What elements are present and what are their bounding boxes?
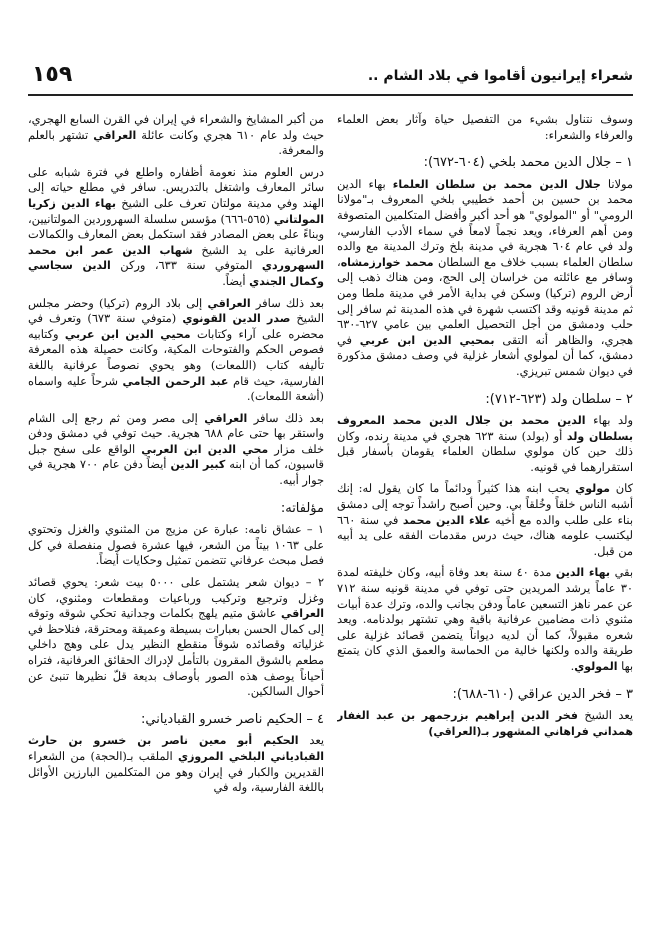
text-run: الملقب بـ(الحجة) من الشعراء القديرين والكبار في إيران وهو من المتكلمين البارزين الأوائل باللغة الفارسية، وله في <box>28 748 324 795</box>
text-run: كان <box>615 481 633 496</box>
work-item: ١ – عشاق نامه: عبارة عن مزيج من المثنوي والغزل وتحتوي على ١٠٦٣ بيتاً من الشعر، فيها عشرة فصول منفصلة في كل فصل مبحث عرفاني تتضمن تمثيل وحكايات أيضاً. <box>28 522 324 568</box>
text-run: بعد ذلك سافر <box>255 295 324 310</box>
text-run: (متوفي سنة ٦٧٣) وتعرف في محضره على آراء وكتابات <box>28 311 324 341</box>
text-run: يعد <box>309 733 324 748</box>
bold-name: عبد الرحمن الجامي <box>122 374 229 388</box>
bold-name: العراقي <box>280 607 324 621</box>
bold-name: مولوي <box>575 482 610 496</box>
work-item <box>28 575 324 700</box>
bold-name: العراقي <box>93 128 137 142</box>
text-run: (٥٦٥-٦٦٦) مؤسس سلسلة السهروردين المولتانيين، وبناءً على بعض المصادر فقد استكمل بعض المعارف والكمالات العرفانية على يد الشيخ <box>28 211 324 257</box>
right-column <box>337 112 633 912</box>
text-run: إلى بلاد الروم (تركيا) وحضر مجلس الشيخ <box>28 295 324 326</box>
text-run: وكتابيه فصوص الحكم والفتوحات المكية، وكانت حصيلة هذه المعرفة تأليفه كتاب (اللمعات) وهو يحوي نصوصاً عرفانية باللغة الفارسية، حيث قام <box>28 326 324 388</box>
paragraph <box>28 296 324 405</box>
text-run: الواقع على سفح جبل قاسيون، كما أن ابنه <box>28 441 324 472</box>
bold-name: بهاء الدين <box>555 566 611 580</box>
running-title: شعراء إيرانيون أقاموا في بلاد الشام .. <box>367 68 633 84</box>
section-heading-jalal-al-din: ١ – جلال الدين محمد بلخي (٦٠٤-٦٧٢): <box>423 155 633 171</box>
bold-name: كبير الدين <box>170 458 226 472</box>
section-heading-nasir-khusraw: ٤ – الحكيم ناصر خسرو القبادياني: <box>141 711 324 727</box>
text-run: أو (بولد) سنة ٦٢٣ هجري في مدينة رنده، وكان ذلك حين كان مولوي سلطان العلماء يقومان بأسفار قبل استقرارهما في قونيه. <box>337 428 633 474</box>
text-run: بعد ذلك سافر <box>253 410 324 425</box>
paragraph <box>28 411 324 489</box>
bold-name: الدين سجاسي وكمال الجندي <box>28 259 324 288</box>
text-run: . <box>570 659 575 673</box>
text-run: إلى مصر ومن ثم رجع إلى الشام واستقر بها حتى عام ٦٨٨ هجرية. حيث توفي في دمشق ودفن خلف مزار <box>28 410 324 456</box>
section-heading-fakhr-al-din-iraqi: ٣ – فخر الدين عراقي (٦١٠-٦٨٨): <box>452 686 633 702</box>
paragraph <box>337 565 633 674</box>
bold-name: محي الدين ابن العربي <box>141 442 269 456</box>
bold-name: بهاء الدين زكريا المولتاني <box>28 196 324 226</box>
works-heading: مؤلفاته: <box>280 500 324 516</box>
text-run: مولانا <box>607 176 633 191</box>
text-run: تشتهر بالعلم والمعرفة. <box>28 127 324 158</box>
text-run: يعد الشيخ <box>584 708 633 723</box>
section-heading-sultan-walad: ٢ – سلطان ولد (٦٢٣-٧١٢): <box>485 391 633 407</box>
bold-name: فخر الدين إبراهيم بزرجمهر بن عبد الغفار همداني فراهاني المشهور بـ(العراقي) <box>337 709 633 738</box>
left-column <box>28 112 324 912</box>
bold-name: الحكيم أبو معين ناصر بن خسرو بن حارث القبادياني البلخي المروزي <box>28 734 324 763</box>
text-run: المتوفي سنة ٦٣٣، وركن <box>120 258 253 273</box>
text-run: ولد بهاء <box>593 413 633 428</box>
paragraph <box>28 165 324 290</box>
bold-name: العراقي <box>204 411 248 425</box>
text-run: ، وسافر مع عائلته من خراسان إلى الحج، ومن هناك ذهب إلى أرض الروم (تركيا) وسكن في بداية الأمر في مدينة ملطا ومن ثم مدينة قونيه وقد اكتسب شهرة في هذه المدينة ثم سافر إلى حلب ودمشق من أجل التحصيل العلمي بين عامي ٦٢٧-٦٣٠ هجري، والظاهر أنه التقى <box>337 254 633 347</box>
paragraph <box>337 481 633 559</box>
text-run: عاشق متيم يلهج بكلمات وجدانية تحكي شوقه وتوقه إلى كمال الحسن بعبارات بسيطة وعميقة ومحترقة، فنلاحظ في غزلياته وقصائده شوقاً منقطع النظير يدل على وهج داخلي مطعم بالشوق المقرون بالتأمل لإدراك الحقائق العرفانية، فتراه أحياناً يوصف هذه الصور بأوصاف بديعة قلّ نظيرها تنبئ عن أحوال السالكين. <box>28 606 324 699</box>
bold-name: جلال الدين محمد بن سلطان العلماء <box>392 177 601 191</box>
text-run: من أكبر المشايخ والشعراء في إيران في القرن السابع الهجري، حيث ولد عام ٦١٠ هجري وكانت عائلة <box>28 112 324 142</box>
text-run: بقي <box>614 565 633 580</box>
paragraph <box>28 733 324 795</box>
text-run: أيضاً. <box>222 273 246 288</box>
bold-name: علاء الدين محمد <box>402 513 491 527</box>
bold-name: صدر الدين القونوي <box>182 312 291 326</box>
intro-paragraph: وسوف نتناول بشيء من التفصيل حياة وآثار بعض العلماء والعرفاء والشعراء: <box>337 112 633 142</box>
bold-name: المولوي <box>574 660 618 673</box>
text-run: في دمشق، كما أن لمولوي أشعار غزلية في وصف دمشق مذكورة في ديوان شمس تبريزي. <box>337 332 633 378</box>
text-run: بهاء الدين محمد بن حسين بن أحمد خطيبي بلخي المعروف بـ"مولانا الرومي" أو "المولوي" هو أحد أكبر وأفضل المتكلمين المتصوفة ومن أهم العرفاء، ويعد نجماً لامعاً في سماء الأدب الفارسي، ولد في عام ٦٠٤ هجرية في مدينة بلخ وترك المدينة مع والده سلطان العلماء بسبب خلاف مع السلطان <box>337 176 633 269</box>
paragraph <box>337 413 633 475</box>
paragraph <box>28 112 324 159</box>
text-run: في سنة ٦٦٠ ليكتسب علومه هناك، حيث درس مقدمات الفقه على يد أبيه من قبل. <box>337 512 633 558</box>
running-header <box>28 58 633 96</box>
paragraph <box>337 177 633 380</box>
text-run: أيضاً دفن عام ٧٠٠ هجرية في جوار أبيه. <box>28 457 324 488</box>
bold-name: العراقي <box>207 296 251 310</box>
text-run: درس العلوم منذ نعومة أظفاره واطلع في فترة شبابه على سائر المعارف واشتغل بالتدريس. سافر في مطلع حياته إلى الهند وفي مدينة مولتان تعرف على الشيخ <box>28 164 324 210</box>
paragraph <box>337 708 633 739</box>
text-run: شرحاً عليه واسماه (أشعة اللمعات). <box>28 373 324 404</box>
bold-name: الدين محمد بن جلال الدين محمد المعروف بسلطان ولد <box>337 414 633 443</box>
text-run: مدة ٤٠ سنة بعد وفاة أبيه، وكان خليفته لمدة ٣٠ عاماً يرشد المريدين حتى توفي في مدينة قونيه سنة ٧١٢ عن عمر ناهز التسعين عاماً ودفن بجانب والده، وترك عدة أبيات مثنوي ذات مضامين عرفانية باقية وهي تشتهر بولدنامه. ويعد شعره مقبولاً، كما أن لديه ديواناً يتضمن قصائد غزلية على طريقة والده ولكنها خالية من الحماسة والعمق الذي كان يتمتع بها <box>337 565 633 673</box>
text-run: يحب ابنه هذا كثيراً ودائماً ما كان يقول له: إنك أشبه الناس خلقاً وخُلقاً بي. وحين أصبح راشداً توجه إلى دمشق بناء على طلب والده مع أخيه <box>337 481 633 527</box>
bold-name: بمحيي الدين ابن عربي <box>359 333 495 347</box>
text-run: ٢ – ديوان شعر يشتمل على ٥٠٠٠ بيت شعر: يحوي قصائد وغزل وترجيع وتركيب ورباعيات ومقطعات ومثنوي، كان <box>28 575 324 605</box>
page-number: ١٥٩ <box>32 62 73 87</box>
bold-name: محمد خوارزمشاه <box>340 255 434 269</box>
bold-name: شهاب الدين عمر ابن محمد السهروردي <box>28 243 324 273</box>
bold-name: محيي الدين ابن عربي <box>64 327 191 341</box>
